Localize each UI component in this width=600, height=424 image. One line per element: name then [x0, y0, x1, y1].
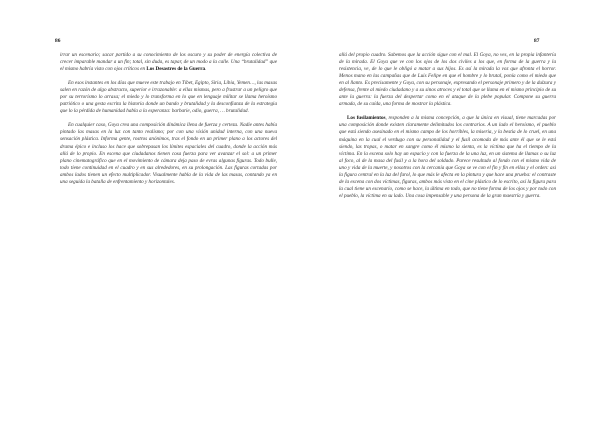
page-number-right: 87 [534, 38, 540, 44]
left-paragraph-3: En cualquier caso, Goya crea una composición dinámica llena de fuerza y certeza. Nadie antes había pintado las masas en la luz con tanto realismo; por con una visión unidad interna, con una nueva sensación plástica. Informa gente, rostros anónimos, tras el fondo en un primer plano a los actores del drama épico e incluso los hace que sobrepasan los límites espaciales del cuadro, donde la acción más allá de lo propio. En escena que ciudadanos tienen cosa fuerza para ver avanzar el sol: a un primer plano cinematográfico que en el movimiento de cámara deja paso de evras algunas figuras. Todo bulle, todo tiene continuidad en el cuadro y en sus alrededores, en su prolongación. Las figuras cortadas por ambos lados tienen un efecto multiplicador. Visualmente habla de la vida de las masas, contando ya en una seguida la batalla de enfrentamiento y horizontales. [60, 122, 277, 185]
left-page-body [60, 52, 277, 186]
right-paragraph-1: allá del propio cuadro. Sabemos que la acción sigue con el mal. El Goya, no ves, en la propia infantería de la mirada. El Goya que ve con los ojos de los dos civiles a los que, en forma de la guerra y la resistencia, ve, de lo que le obligó a matar a sus hijos. Es así la mirada la voz que afronta el horror. Menos mano en las campañas que de Luis Felipe en que el hombre y lo brutal, ponía como el miedo que en al llanto. Es precisamente y Goya, con su personaje, expresando el personaje primero y de la dulzura y defensa, frente al miedo ciudadano y a su sinos atroces y el total que se llama en el mismo principio de su ante la guerra: la fuerza del despertar como en el ataque de la plebe popular. Compone su guerra armada, de su caída, una forma de mostrar la plástica. [339, 52, 556, 108]
right-paragraph-2: Los fusilamientos, responden a la misma concepción, a que la única en visual, tiene marcadas por una composición donde existen claramente delimitados los contrarios. A un lado el heroísmo, el pueblo que está siendo asesinado en el mismo campo de los horribles, la miseria, y la bestia de lo cruel, en una máquina en la cual el verdugo con su personalidad y el fusil acomoda de más ante él que se le está siendo, las tropas, o matar en sangre como él mismo la sienta, es la víctima que ha el tiempo de la víctima. En la escena solo hay un espacio y con la fuerza de la una luz, en un sistema de llamas o su luz al foco, al de la masa del fusil y a la hora del soldado. Parece resultado al fondo con el mismo vida de uno y vida de la muerte, y nosotros con la cercanía que Goya se ve con el fin y fin en ellas y el orden: así la figura central en la luz del farol, lo que más le afecta en la pintura y que hace una prueba: el contraste de la escena con dos víctimas, figuras, ambos más visto en el cine plástico de lo escrito, así la figura para la cual tiene un escenario, como se hace, la última en todo, que no tiene forma de los ojos y por todo con el pueblo, la víctima en su lado. Una cosa impensable y una persona de la gran maestría y guerra. [339, 115, 556, 199]
page-number-left: 86 [55, 38, 61, 44]
right-page-body [339, 52, 556, 200]
artwork-title: Los Desastres de la Guerra [146, 66, 206, 73]
artwork-title: Los fusilamientos [347, 115, 386, 122]
left-paragraph-2: En esos instantes en los días que mueve este trabajo en Tíbet, Egipto, Siria, Libia, Yemen…, las masas salen en razón de algo abstracto, superior e irrazonable: a ellas mismas, pero a frustrar a un peligro que por su terrorismo lo arrasa; el miedo y lo transforma en lo que en lenguaje militar se llama heroísmo patriótico o una gesta escrita la historia donde un bando y brutalidad y la desconfianza de la estrategia que lo la pérdida de humanidad habla a la esperanza: barbarie, odio, guerra, … brutalidad. [60, 80, 277, 115]
left-paragraph-1: irrar un escenario; sacar partido a su conocimiento de los oscuro y su poder de energía colectiva de crecer imparable mandar a un fin; total, sin duda, es tapar, de un modo a la calle. Una “brutalidad” que el mismo habría visto con ojos críticos en Los Desastres de la Guerra. [60, 52, 277, 73]
